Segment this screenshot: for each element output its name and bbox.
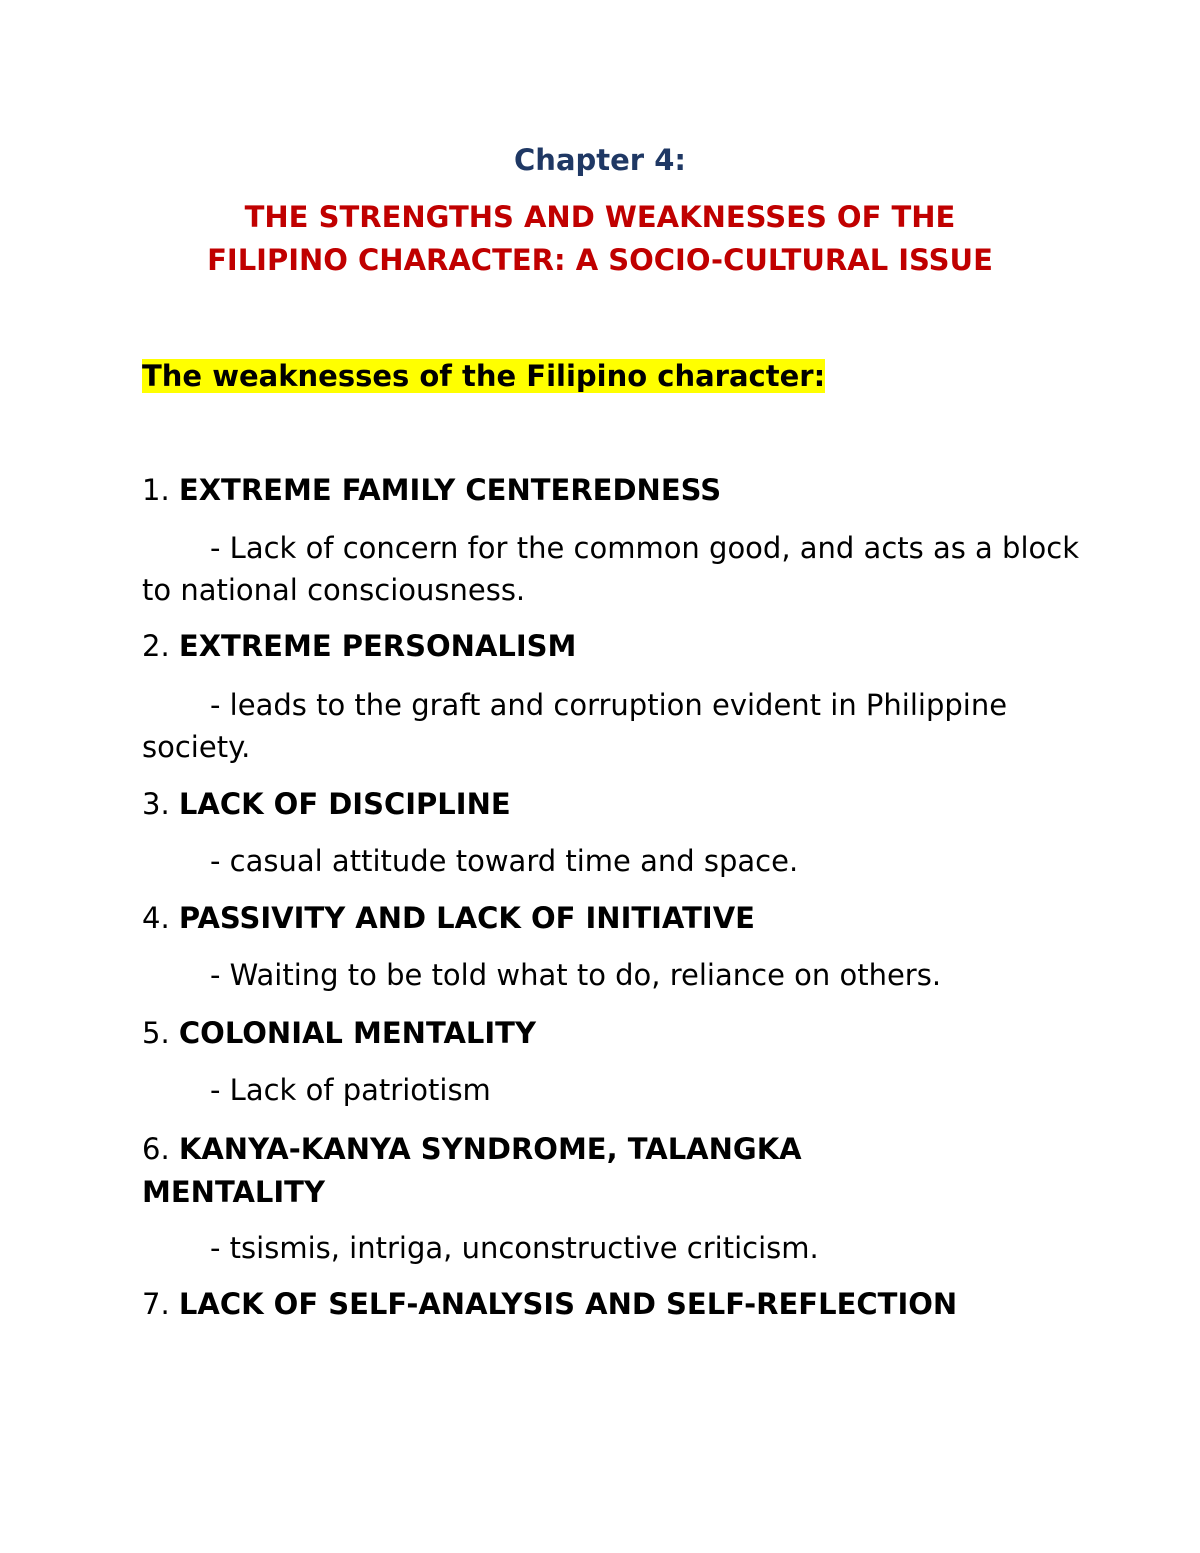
list-item-title: LACK OF DISCIPLINE <box>178 787 511 821</box>
list-item-5-heading <box>142 1013 536 1053</box>
chapter-title-line-1: THE STRENGTHS AND WEAKNESSES OF THE <box>244 200 956 234</box>
list-item-title: PASSIVITY AND LACK OF INITIATIVE <box>178 901 755 935</box>
list-item-2-description: - leads to the graft and corruption evident in Philippine society. <box>142 688 1008 764</box>
list-item-number: 6. <box>142 1132 170 1166</box>
list-item-title: COLONIAL MENTALITY <box>178 1016 536 1050</box>
list-item-7-heading <box>142 1284 957 1324</box>
list-item-4-description: - Waiting to be told what to do, reliance on others. <box>210 958 942 992</box>
section-heading <box>142 356 825 396</box>
list-item-4-heading <box>142 898 755 938</box>
list-item-6-description: - tsismis, intriga, unconstructive criticism. <box>210 1231 819 1265</box>
list-item-title: KANYA-KANYA SYNDROME, TALANGKA MENTALITY <box>142 1132 802 1209</box>
list-item-number: 2. <box>142 629 170 663</box>
list-item-2-heading <box>142 626 576 666</box>
list-item-3-heading <box>142 784 511 824</box>
chapter-title-line-2: FILIPINO CHARACTER: A SOCIO-CULTURAL ISSUE <box>207 243 993 277</box>
chapter-label: Chapter 4: <box>514 143 686 177</box>
list-item-number: 1. <box>142 473 170 507</box>
list-item-title: EXTREME PERSONALISM <box>178 629 577 663</box>
list-item-number: 3. <box>142 787 170 821</box>
list-item-number: 5. <box>142 1016 170 1050</box>
list-item-6-heading <box>142 1128 902 1214</box>
list-item-title: EXTREME FAMILY CENTEREDNESS <box>178 473 722 507</box>
highlighted-heading-text: The weaknesses of the Filipino character: <box>142 359 826 393</box>
list-item-5-description: - Lack of patriotism <box>210 1073 491 1107</box>
list-item-3-description: - casual attitude toward time and space. <box>210 844 799 878</box>
list-item-title: LACK OF SELF-ANALYSIS AND SELF-REFLECTION <box>178 1287 958 1321</box>
list-item-1-heading <box>142 470 721 510</box>
list-item-number: 4. <box>142 901 170 935</box>
list-item-1-description: - Lack of concern for the common good, and acts as a block to national consciousness. <box>142 531 1079 607</box>
list-item-number: 7. <box>142 1287 170 1321</box>
